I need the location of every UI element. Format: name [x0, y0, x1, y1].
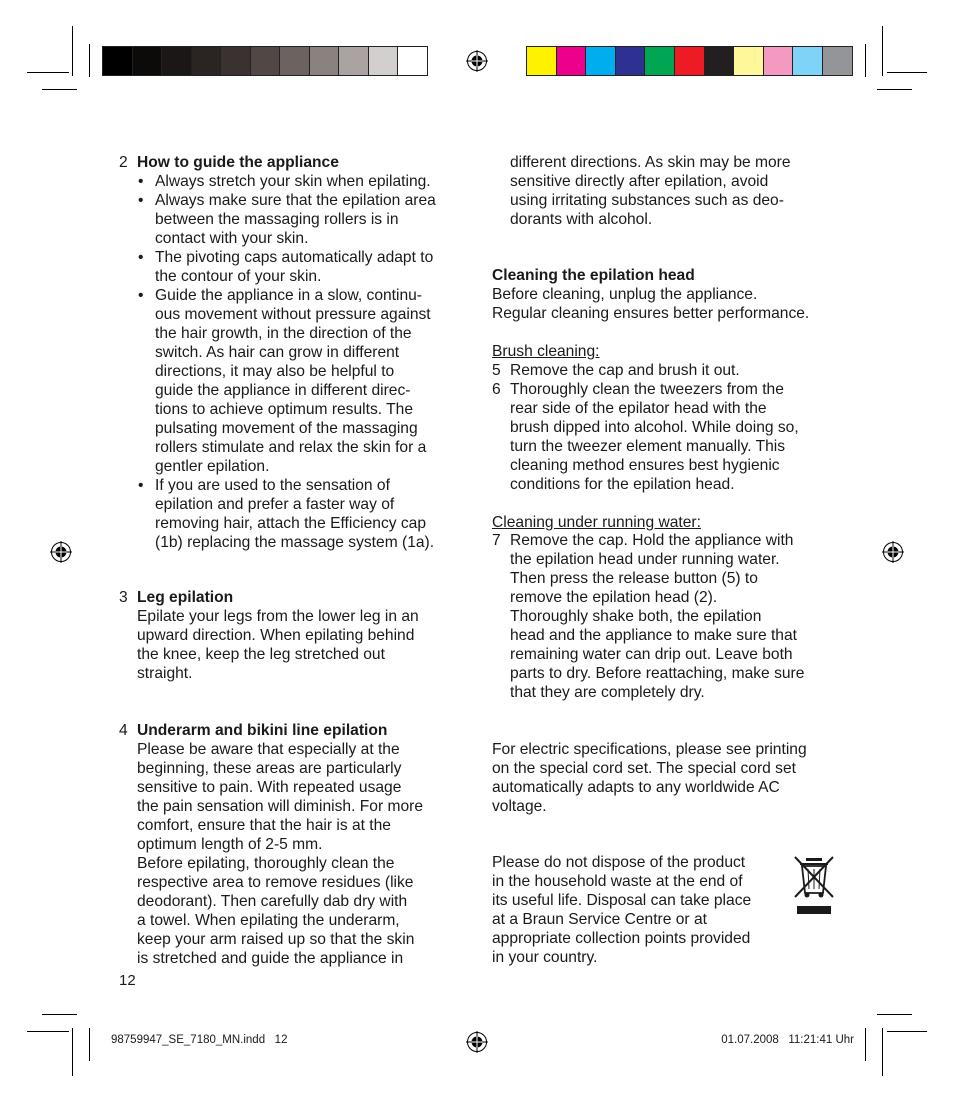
crop-mark: [865, 44, 866, 77]
bullet-text: directions, it may also be helpful to: [155, 363, 395, 380]
step-text: parts to dry. Before reattaching, make sure: [510, 665, 805, 682]
body-text: in the household waste at the end of: [492, 873, 743, 890]
color-swatch: [102, 46, 133, 76]
body-text: straight.: [137, 665, 193, 682]
bullet-text: gentler epilation.: [155, 458, 270, 475]
body-text: Epilate your legs from the lower leg in an: [137, 608, 419, 625]
crop-mark: [877, 1014, 912, 1015]
body-text: is stretched and guide the appliance in: [137, 950, 404, 967]
body-text: appropriate collection points provided: [492, 930, 751, 947]
body-text: Please do not dispose of the product: [492, 854, 746, 871]
section-number: 2: [119, 154, 128, 171]
crop-mark: [877, 89, 912, 90]
crop-mark: [89, 1028, 90, 1061]
body-text: For electric specifications, please see printing: [492, 741, 807, 758]
color-swatch: [704, 46, 735, 76]
bullet-text: between the massaging rollers is in: [155, 211, 399, 228]
crop-mark: [27, 1031, 69, 1032]
body-text: deodorant). Then carefully dab dry with: [137, 893, 408, 910]
crop-mark: [882, 26, 883, 76]
step-text: remaining water can drip out. Leave both: [510, 646, 793, 663]
bullet-text: pulsating movement of the massaging: [155, 420, 418, 437]
color-swatch: [161, 46, 192, 76]
step-text: that they are completely dry.: [510, 684, 705, 701]
crop-mark: [882, 1028, 883, 1076]
color-swatch: [338, 46, 369, 76]
section-heading: Underarm and bikini line epilation: [137, 722, 388, 739]
color-swatch: [309, 46, 340, 76]
color-swatch: [220, 46, 251, 76]
registration-mark-icon: [466, 1031, 488, 1053]
step-number: 6: [492, 381, 501, 398]
body-text: comfort, ensure that the hair is at the: [137, 817, 391, 834]
crop-mark: [865, 1028, 866, 1061]
color-swatch: [556, 46, 587, 76]
bullet-text: guide the appliance in different direc-: [155, 382, 411, 399]
step-text: Thoroughly shake both, the epilation: [510, 608, 762, 625]
body-text: the knee, keep the leg stretched out: [137, 646, 385, 663]
body-text: optimum length of 2-5 mm.: [137, 836, 323, 853]
body-text: different directions. As skin may be more: [510, 154, 791, 171]
bullet-text: (1b) replacing the massage system (1a).: [155, 534, 435, 551]
color-swatch: [585, 46, 616, 76]
color-swatch: [733, 46, 764, 76]
crop-mark: [72, 26, 73, 76]
step-text: Thoroughly clean the tweezers from the: [510, 381, 784, 398]
registration-mark-icon: [50, 541, 72, 563]
bullet-text: Guide the appliance in a slow, continu-: [155, 287, 422, 304]
body-text: beginning, these areas are particularly: [137, 760, 402, 777]
color-swatch: [644, 46, 675, 76]
bullet-text: epilation and prefer a faster way of: [155, 496, 395, 513]
crop-mark: [89, 44, 90, 77]
body-text: sensitive to pain. With repeated usage: [137, 779, 402, 796]
step-number: 7: [492, 532, 501, 549]
body-text: voltage.: [492, 798, 547, 815]
bullet-text: contact with your skin.: [155, 230, 309, 247]
bullet-text: Always stretch your skin when epilating.: [155, 173, 431, 190]
bullet-text: the hair growth, in the direction of the: [155, 325, 412, 342]
registration-mark-icon: [882, 541, 904, 563]
bullet-text: tions to achieve optimum results. The: [155, 401, 413, 418]
color-swatch: [526, 46, 557, 76]
step-text: head and the appliance to make sure that: [510, 627, 797, 644]
body-text: in your country.: [492, 949, 598, 966]
color-swatch: [763, 46, 794, 76]
color-swatch: [822, 46, 853, 76]
subheading: Brush cleaning:: [492, 343, 600, 360]
crop-mark: [42, 1014, 77, 1015]
bullet-text: the contour of your skin.: [155, 268, 322, 285]
step-text: Then press the release button (5) to: [510, 570, 758, 587]
bullet-text: If you are used to the sensation of: [155, 477, 390, 494]
color-swatch: [279, 46, 310, 76]
body-text: Before cleaning, unplug the appliance.: [492, 286, 758, 303]
bullet-text: rollers stimulate and relax the skin for a: [155, 439, 427, 456]
bullet-icon: •: [138, 287, 144, 304]
color-swatch: [250, 46, 281, 76]
color-swatch: [397, 46, 428, 76]
body-text: a towel. When epilating the underarm,: [137, 912, 400, 929]
body-text: respective area to remove residues (like: [137, 874, 414, 891]
crop-mark: [27, 72, 69, 73]
step-text: turn the tweezer element manually. This: [510, 438, 786, 455]
section-number: 3: [119, 589, 128, 606]
crop-mark: [887, 72, 927, 73]
crop-mark: [887, 1031, 927, 1032]
bullet-text: removing hair, attach the Efficiency cap: [155, 515, 427, 532]
section-heading: Leg epilation: [137, 589, 234, 606]
crop-mark: [72, 1028, 73, 1076]
body-text: automatically adapts to any worldwide AC: [492, 779, 780, 796]
step-text: cleaning method ensures best hygienic: [510, 457, 780, 474]
step-text: remove the epilation head (2).: [510, 589, 718, 606]
body-text: sensitive directly after epilation, avoid: [510, 173, 769, 190]
body-text: on the special cord set. The special cord set: [492, 760, 796, 777]
step-text: the epilation head under running water.: [510, 551, 780, 568]
registration-mark-icon: [466, 50, 488, 72]
bullet-icon: •: [138, 173, 144, 190]
body-text: its useful life. Disposal can take place: [492, 892, 752, 909]
bullet-text: The pivoting caps automatically adapt to: [155, 249, 434, 266]
bullet-text: Always make sure that the epilation area: [155, 192, 436, 209]
section-number: 4: [119, 722, 128, 739]
body-text: dorants with alcohol.: [510, 211, 653, 228]
body-text: Before epilating, thoroughly clean the: [137, 855, 395, 872]
page-number: 12: [119, 972, 136, 989]
crossed-out-wheelie-bin-icon: [793, 855, 835, 917]
body-text: the pain sensation will diminish. For more: [137, 798, 424, 815]
step-text: Remove the cap and brush it out.: [510, 362, 740, 379]
step-text: brush dipped into alcohol. While doing so,: [510, 419, 799, 436]
section-heading: Cleaning the epilation head: [492, 267, 695, 284]
body-text: upward direction. When epilating behind: [137, 627, 415, 644]
subheading: Cleaning under running water:: [492, 514, 701, 531]
color-swatch: [674, 46, 705, 76]
color-swatch: [792, 46, 823, 76]
body-text: Regular cleaning ensures better performance.: [492, 305, 810, 322]
body-text: at a Braun Service Centre or at: [492, 911, 707, 928]
body-text: using irritating substances such as deo-: [510, 192, 784, 209]
section-heading: How to guide the appliance: [137, 154, 339, 171]
step-number: 5: [492, 362, 501, 379]
bullet-icon: •: [138, 477, 144, 494]
crop-mark: [42, 89, 77, 90]
body-text: Please be aware that especially at the: [137, 741, 400, 758]
color-swatch: [615, 46, 646, 76]
bullet-icon: •: [138, 192, 144, 209]
bullet-text: ous movement without pressure against: [155, 306, 431, 323]
body-text: keep your arm raised up so that the skin: [137, 931, 415, 948]
slug-filename: 98759947_SE_7180_MN.indd 12: [111, 1034, 288, 1046]
step-text: conditions for the epilation head.: [510, 476, 735, 493]
slug-datetime: 01.07.2008 11:21:41 Uhr: [721, 1034, 854, 1046]
color-swatch: [132, 46, 163, 76]
color-swatch: [191, 46, 222, 76]
bullet-icon: •: [138, 249, 144, 266]
step-text: Remove the cap. Hold the appliance with: [510, 532, 794, 549]
step-text: rear side of the epilator head with the: [510, 400, 767, 417]
bullet-text: switch. As hair can grow in different: [155, 344, 400, 361]
color-swatch: [368, 46, 399, 76]
